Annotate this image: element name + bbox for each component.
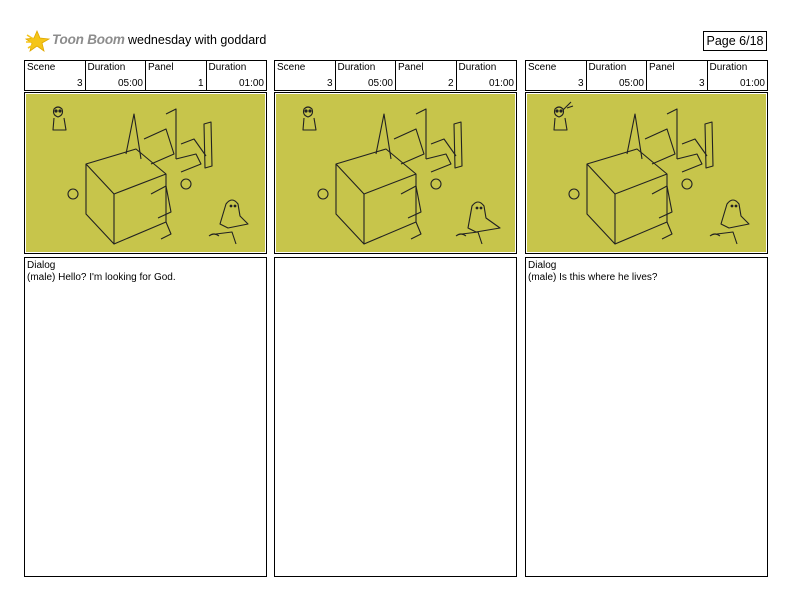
dialog-box	[24, 257, 267, 577]
panel-duration-cell	[457, 61, 517, 90]
scene-duration-value: 05:00	[117, 78, 143, 89]
toon-boom-logo	[25, 29, 125, 53]
panel-cell	[146, 61, 207, 90]
scene-duration-label: Duration	[588, 62, 627, 73]
panel-value: 3	[698, 78, 705, 89]
scene-label: Scene	[27, 62, 56, 73]
panel-duration-label: Duration	[458, 62, 497, 73]
sketch-illustration	[527, 94, 766, 252]
panel-info-table	[24, 60, 267, 91]
toon-boom-star-logo-icon	[25, 29, 51, 53]
panel-duration-value: 01:00	[238, 78, 264, 89]
dialog-text: (male) Hello? I'm looking for God.	[27, 272, 176, 283]
panel-duration-value: 01:00	[739, 78, 765, 89]
dialog-box	[274, 257, 517, 577]
scene-duration-value: 05:00	[367, 78, 393, 89]
sketch-illustration	[276, 94, 515, 252]
scene-value: 3	[76, 78, 83, 89]
dialog-label: Dialog	[528, 260, 557, 271]
panel-cell	[396, 61, 457, 90]
scene-duration-cell	[86, 61, 147, 90]
panel-info-table	[525, 60, 768, 91]
scene-cell	[25, 61, 86, 90]
panel-value: 1	[197, 78, 204, 89]
scene-duration-label: Duration	[337, 62, 376, 73]
sketch-illustration	[26, 94, 265, 252]
scene-value: 3	[326, 78, 333, 89]
scene-duration-label: Duration	[87, 62, 126, 73]
scene-label: Scene	[528, 62, 557, 73]
panel-frame	[525, 92, 768, 254]
scene-duration-value: 05:00	[618, 78, 644, 89]
scene-duration-cell	[587, 61, 648, 90]
panel-label: Panel	[148, 62, 174, 73]
scene-cell	[526, 61, 587, 90]
panel-cell	[647, 61, 708, 90]
panel-frame	[24, 92, 267, 254]
logo-text: Toon Boom	[52, 32, 125, 47]
panel-value: 2	[447, 78, 454, 89]
scene-duration-cell	[336, 61, 397, 90]
panel-frame	[274, 92, 517, 254]
dialog-box	[525, 257, 768, 577]
panel-duration-cell	[207, 61, 267, 90]
panel-duration-label: Duration	[208, 62, 247, 73]
scene-value: 3	[577, 78, 584, 89]
page-indicator: Page 6/18	[703, 31, 767, 51]
dialog-text: (male) Is this where he lives?	[528, 272, 658, 283]
panel-duration-cell	[708, 61, 768, 90]
panel-duration-label: Duration	[709, 62, 748, 73]
panel-label: Panel	[398, 62, 424, 73]
panel-duration-value: 01:00	[488, 78, 514, 89]
panel-label: Panel	[649, 62, 675, 73]
project-title: wednesday with goddard	[128, 33, 267, 47]
panel-info-table	[274, 60, 517, 91]
scene-label: Scene	[277, 62, 306, 73]
scene-cell	[275, 61, 336, 90]
dialog-label: Dialog	[27, 260, 56, 271]
